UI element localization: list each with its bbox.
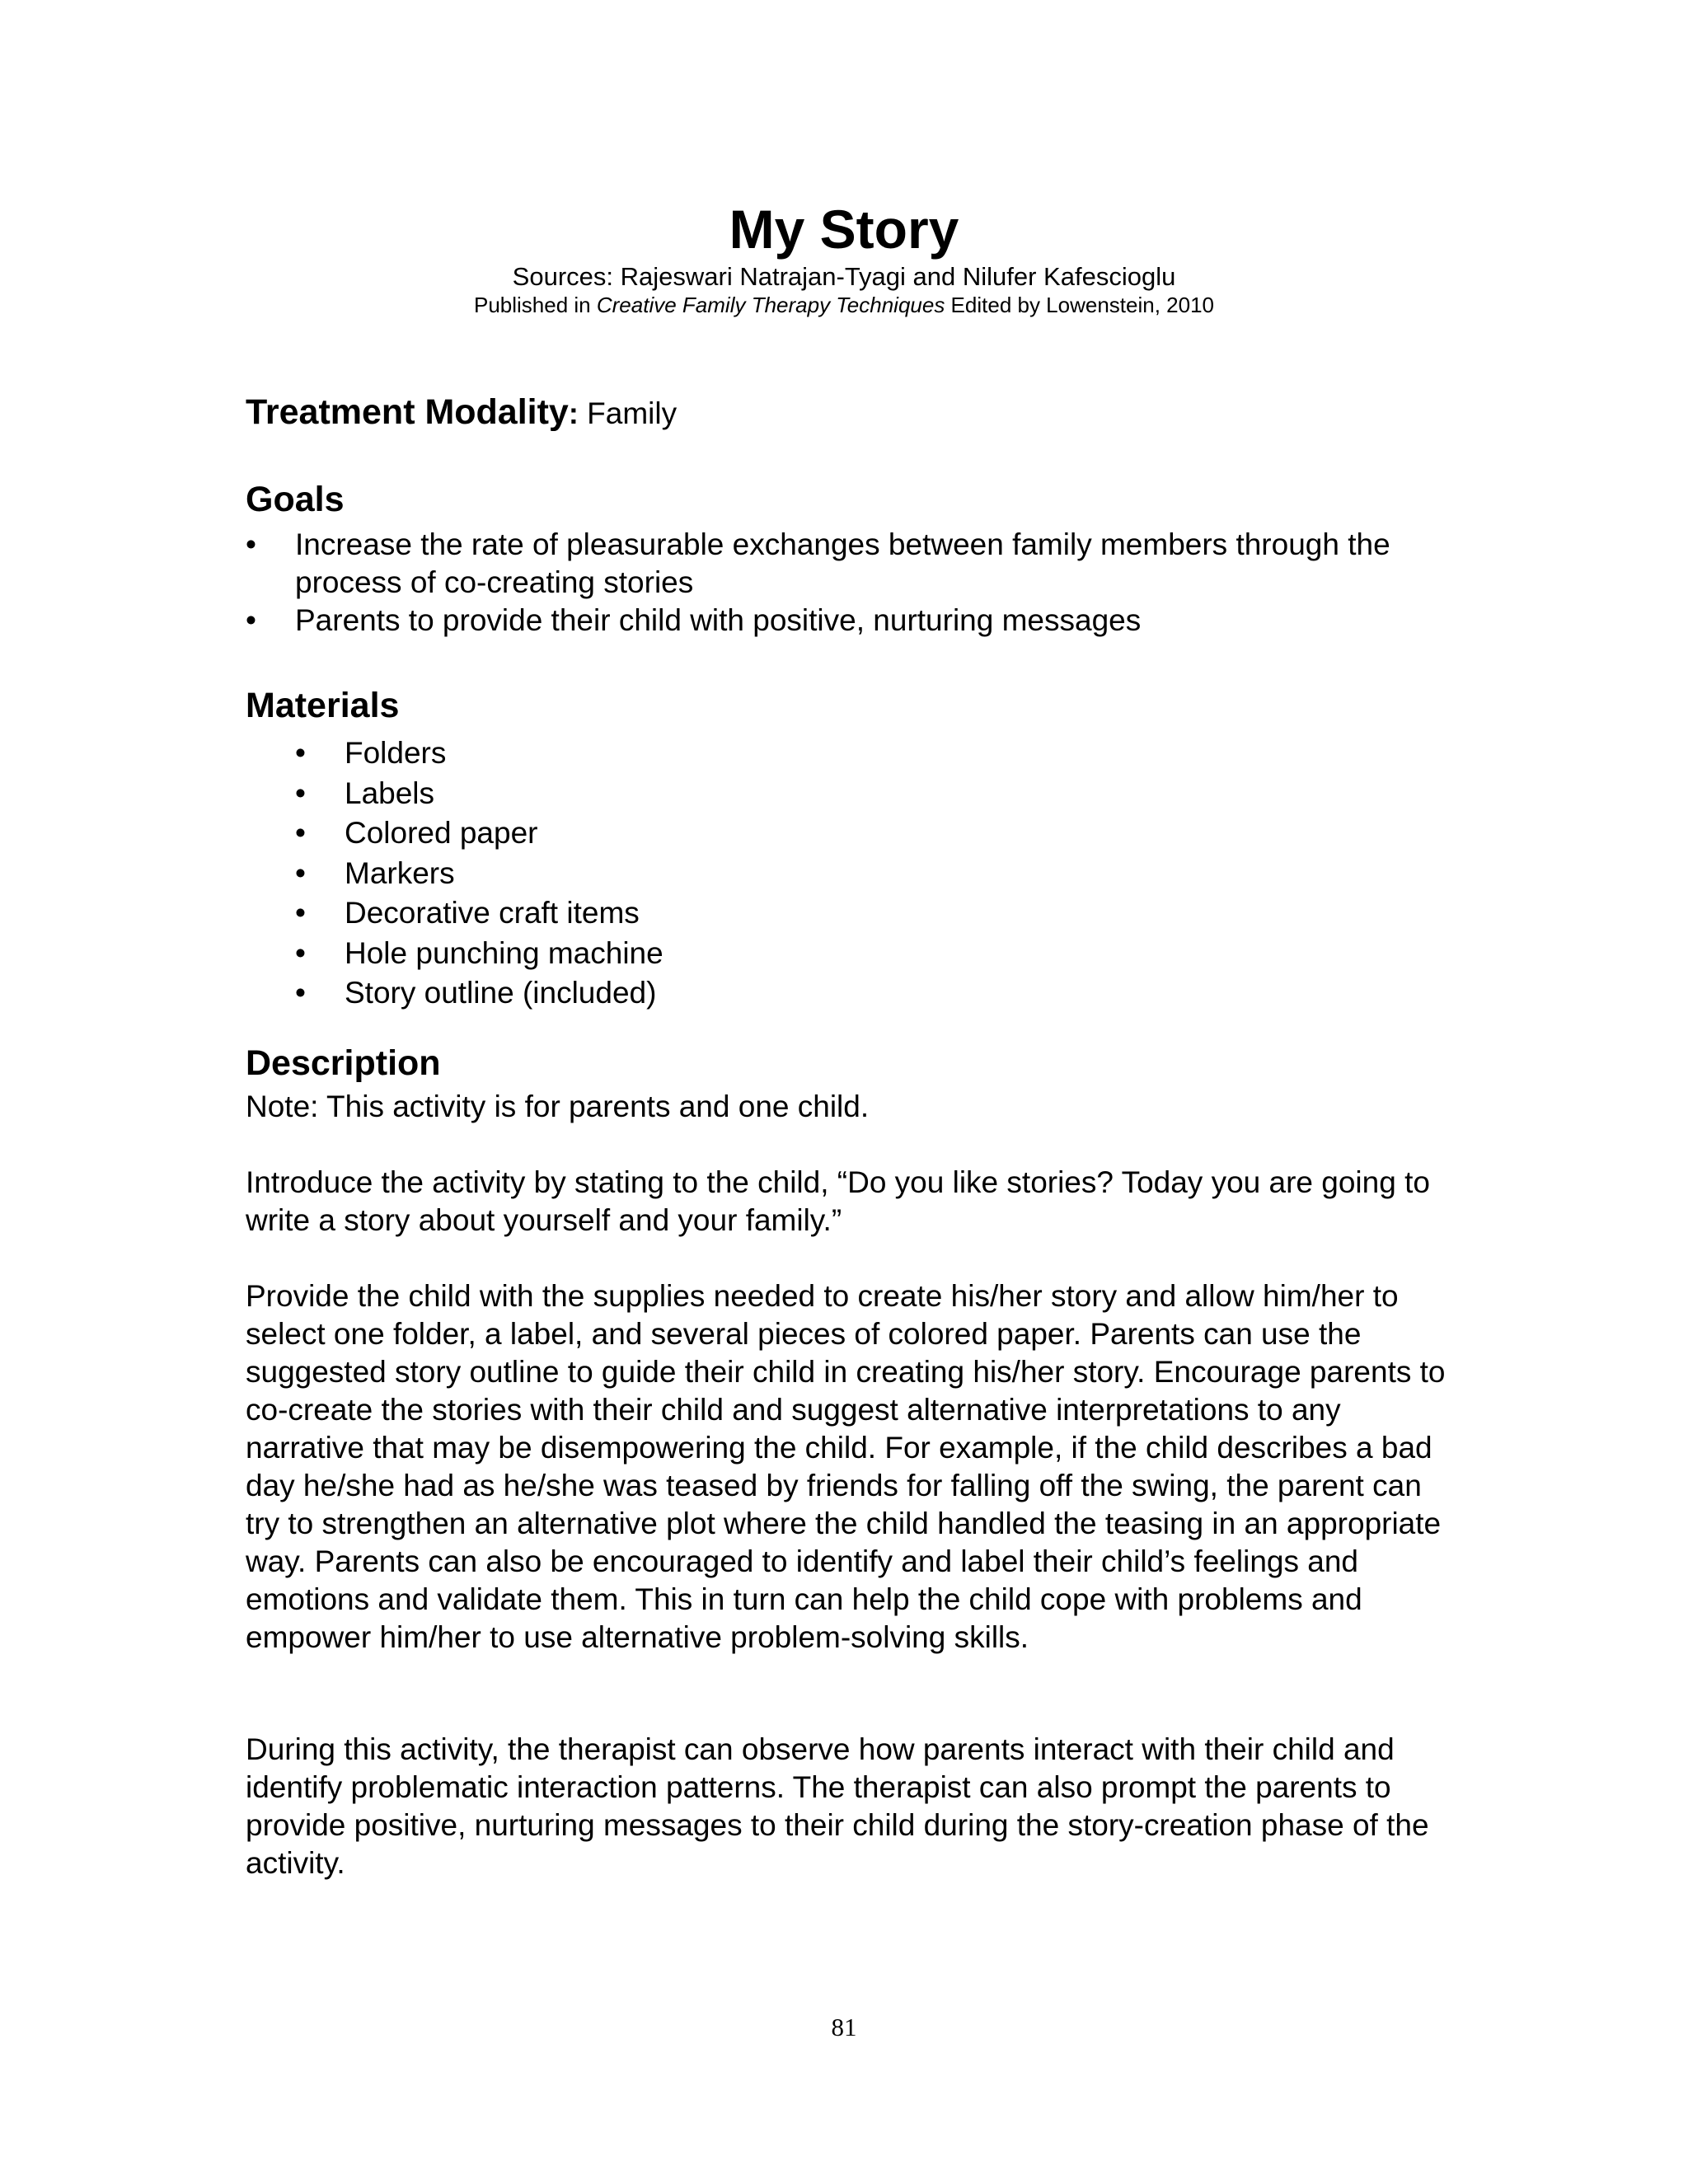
- published-prefix: Published in: [473, 293, 597, 317]
- material-text: Colored paper: [345, 816, 538, 850]
- list-item: [295, 733, 1449, 774]
- modality-colon: :: [568, 396, 579, 430]
- goals-heading: Goals: [246, 480, 345, 519]
- bullet-icon: •: [295, 935, 306, 970]
- description-paragraph-supplies: Provide the child with the supplies needed to create his/her story and allow him/her to select one folder, a label, and several pieces of colored paper. Parents can use the suggested story outline to guide their child in creating his/her story. Encourage parents to co-create the stories with their child and suggest alternative interpretations to any narrative that may be disempowering the child. For example, if the child describes a bad day he/she had as he/she was teased by friends for falling off the swing, the parent can try to strengthen an alternative plot where the child handled the teasing in an appropriate way. Parents can also be encouraged to identify and label their child’s feelings and emotions and validate them. This in turn can help the child cope with problems and empower him/her to use alternative problem-solving skills.: [246, 1279, 1446, 1654]
- modality-label: Treatment Modality: [246, 392, 569, 432]
- page-number: 81: [831, 2013, 857, 2041]
- sources-line: Sources: Rajeswari Natrajan-Tyagi and Nilufer Kafescioglu: [512, 262, 1176, 291]
- material-text: Story outline (included): [345, 976, 657, 1010]
- published-suffix: Edited by Lowenstein, 2010: [945, 293, 1215, 317]
- material-text: Hole punching machine: [345, 935, 663, 970]
- modality-value: Family: [578, 396, 678, 430]
- list-item: [295, 934, 1449, 974]
- description-paragraph-intro: Introduce the activity by stating to the child, “Do you like stories? Today you are going to write a story about yourself and your family.”: [246, 1165, 1430, 1237]
- material-text: Folders: [345, 736, 447, 770]
- description-paragraph-note: Note: This activity is for parents and one child.: [246, 1090, 870, 1123]
- book-title: Creative Family Therapy Techniques: [596, 293, 945, 317]
- goals-list: [246, 526, 1449, 640]
- page-title: My Story: [729, 199, 959, 260]
- list-item: [246, 602, 1449, 640]
- list-item: [246, 526, 1449, 602]
- treatment-modality: [246, 389, 1449, 437]
- bullet-icon: •: [295, 736, 306, 770]
- list-item: [295, 973, 1449, 1014]
- bullet-icon: •: [295, 976, 306, 1010]
- material-text: Labels: [345, 776, 435, 810]
- bullet-icon: •: [295, 776, 306, 810]
- list-item: [295, 813, 1449, 854]
- material-text: Markers: [345, 855, 455, 890]
- list-item: [295, 774, 1449, 814]
- goal-text: Parents to provide their child with positive, nurturing messages: [295, 603, 1142, 637]
- description-heading: Description: [246, 1043, 441, 1083]
- list-item: [295, 854, 1449, 894]
- bullet-icon: •: [295, 896, 306, 930]
- materials-list: [295, 733, 1449, 1014]
- list-item: [295, 893, 1449, 934]
- bullet-icon: •: [246, 603, 256, 637]
- goal-text: Increase the rate of pleasurable exchanges between family members through the process of co-creating stories: [295, 527, 1390, 599]
- material-text: Decorative craft items: [345, 896, 640, 930]
- materials-heading: Materials: [246, 686, 400, 725]
- description-paragraph-observe: During this activity, the therapist can observe how parents interact with their child and identify problematic interaction patterns. The therapist can also prompt the parents to provide positive, nurturing messages to their child during the story-creation phase of the activity.: [246, 1732, 1429, 1880]
- bullet-icon: •: [295, 855, 306, 890]
- bullet-icon: •: [295, 816, 306, 850]
- published-line: [0, 290, 1688, 320]
- bullet-icon: •: [246, 527, 256, 561]
